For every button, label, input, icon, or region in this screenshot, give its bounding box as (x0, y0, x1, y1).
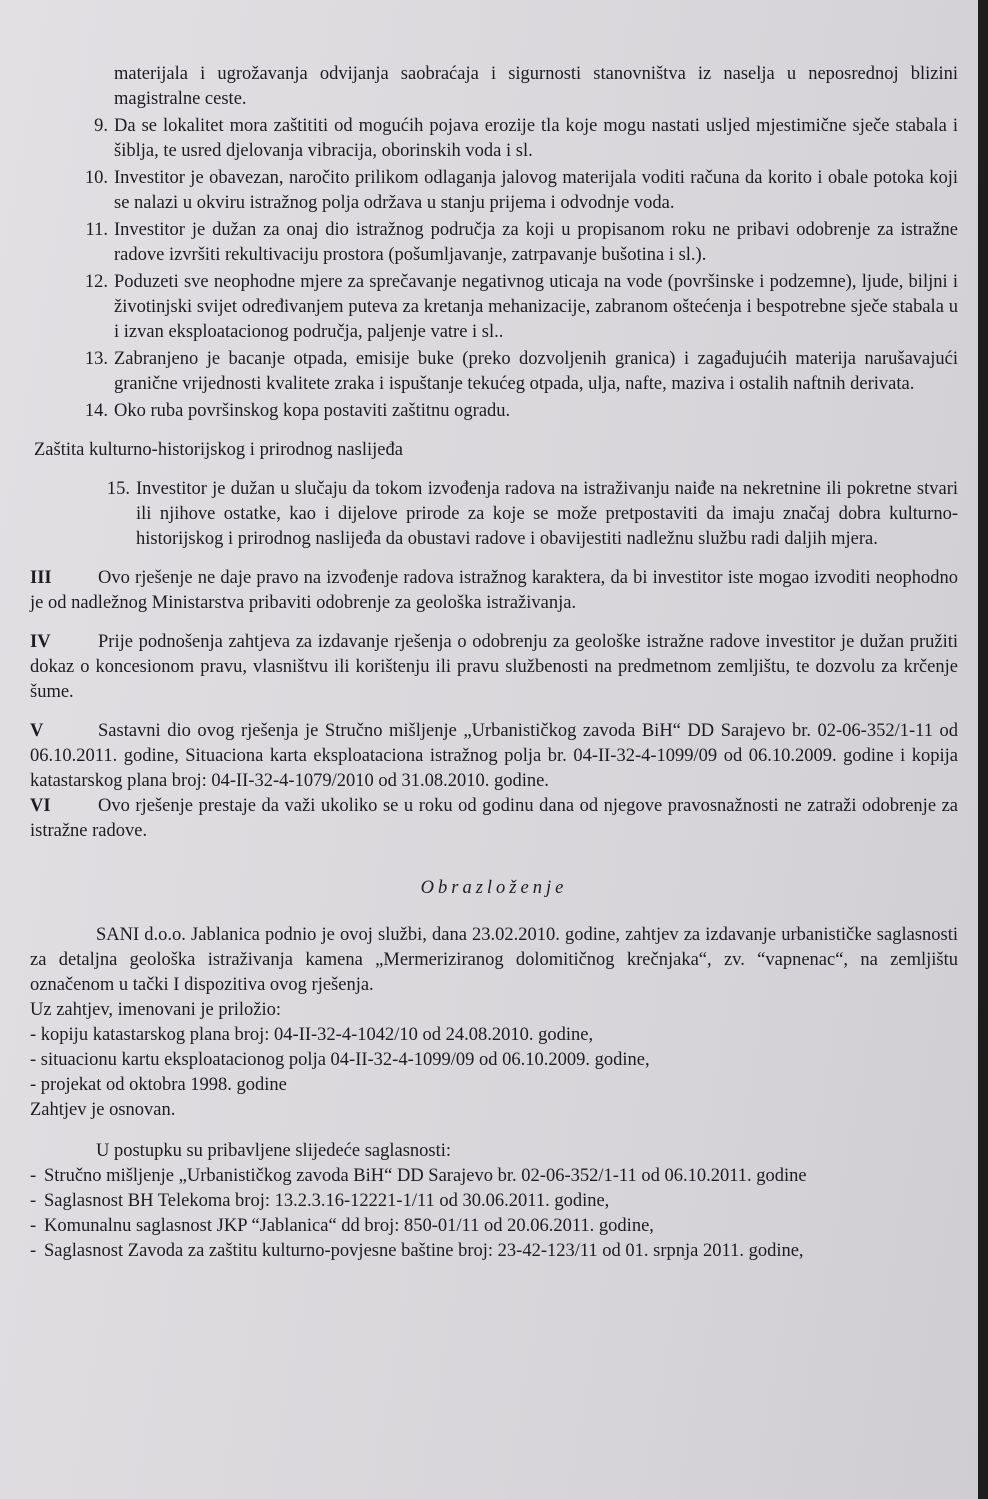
section-V (30, 719, 958, 794)
item-number: 15. (106, 479, 130, 499)
item-number: 9. (94, 116, 108, 136)
list-item-10 (30, 166, 958, 216)
item-text: Investitor je dužan za onaj dio istražnog područja za koji u propisanom roku ne pribavi odobrenje za istražne radove izvršiti rekultivaciju prostora (pošumljavanje, zatrpavanje bušotina i sl.). (114, 220, 958, 265)
section-text: Sastavni dio ovog rješenja je Stručno mišljenje „Urbanističkog zavoda BiH“ DD Sarajevo br. 02-06-352/1-11 od 06.10.2011. godine, Situaciona karta eksploataciona istražnog polja br. 04-II-32-4-1099/09 od 06.10.2009. godine i kopija katastarskog plana broj: 04-II-32-4-1079/2010 od 31.08.2010. godine. (30, 721, 958, 791)
section-number: VI (30, 796, 51, 816)
obrazlozenje-title: Obrazloženje (420, 878, 568, 898)
item-text: Da se lokalitet mora zaštititi od mogućih pojava erozije tla koje mogu nastati usljed mjestimične sječe stabala i šiblja, te usred djelovanja vibracija, oborinskih voda i sl. (114, 116, 958, 161)
consent-text: Saglasnost BH Telekoma broj: 13.2.3.16-12221-1/11 od 30.06.2011. godine, (44, 1191, 610, 1211)
dash: - (30, 1216, 37, 1236)
consent-item (30, 1164, 958, 1189)
request-paragraph: SANI d.o.o. Jablanica podnio je ovoj službi, dana 23.02.2010. godine, zahtjev za izdavanje urbanističke saglasnosti za detaljna geološka istraživanja kamena „Mermeriziranog dolomitičnog krečnjaka“, zv. “vapnenac“, na zemljištu označenom u tački I dispozitiva ovog rješenja. (30, 925, 958, 995)
consent-item (30, 1239, 958, 1264)
section-III (30, 566, 958, 616)
item-text: Investitor je dužan u slučaju da tokom izvođenja radova na istraživanju naiđe na nekretnine ili pokretne stvari ili njihove ostatke, kao i dijelove prirode za koje se može pretpostaviti da imaju značaj dobra kulturno-historijskog i prirodnog naslijeđa da obustavi radove i obavijestiti nadležnu službu radi daljih mjera. (136, 479, 958, 549)
item-number: 14. (84, 401, 108, 421)
section-IV (30, 630, 958, 705)
dash: - (30, 1166, 37, 1186)
consent-item (30, 1189, 958, 1214)
item-number: 10. (84, 168, 108, 188)
attachment-item: - situacionu kartu eksploatacionog polja 04-II-32-4-1099/09 od 06.10.2009. godine, (30, 1050, 650, 1070)
item-number: 13. (84, 349, 108, 369)
item-text: Oko ruba površinskog kopa postaviti zaštitnu ogradu. (114, 401, 511, 421)
item-text: Zabranjeno je bacanje otpada, emisije buke (preko dozvoljenih granica) i zagađujućih materija narušavajući granične vrijednosti kvalitete zraka i ispuštanje tekućeg otpada, ulja, nafte, maziva i ostalih naftnih derivata. (114, 349, 958, 394)
section-text: Ovo rješenje ne daje pravo na izvođenje radova istražnog karaktera, da bi investitor iste mogao izvoditi neophodno je od nadležnog Ministarstva pribaviti odobrenje za geološka istraživanja. (30, 568, 958, 613)
continuation-text: materijala i ugrožavanja odvijanja saobraćaja i sigurnosti stanovništva iz naselja u neposrednoj blizini magistralne ceste. (114, 64, 958, 109)
page-edge-shadow (978, 0, 988, 1499)
attachment-item: - kopiju katastarskog plana broj: 04-II-32-4-1042/10 od 24.08.2010. godine, (30, 1025, 594, 1045)
consent-item (30, 1214, 958, 1239)
list-item-9 (30, 114, 958, 164)
item-number: 12. (84, 272, 108, 292)
section-number: III (30, 568, 52, 588)
consent-text: Saglasnost Zavoda za zaštitu kulturno-povjesne baštine broj: 23-42-123/11 od 01. srpnja 2011. godine, (44, 1241, 804, 1261)
section-number: V (30, 721, 44, 741)
dash: - (30, 1241, 37, 1261)
item-text: Investitor je obavezan, naročito prilikom odlaganja jalovog materijala voditi računa da korito i obale potoka koji se nalazi u okviru istražnog polja održava u stanju prijema i odvodnje voda. (114, 168, 958, 213)
section-number: IV (30, 632, 51, 652)
list-item-14 (30, 399, 958, 424)
section-VI (30, 794, 958, 844)
section-heading-heritage: Zaštita kulturno-historijskog i prirodnog naslijeđa (34, 440, 403, 460)
request-grounded: Zahtjev je osnovan. (30, 1100, 176, 1120)
item-number: 11. (85, 220, 108, 240)
consent-text: Komunalnu saglasnost JKP “Jablanica“ dd broj: 850-01/11 od 20.06.2011. godine, (44, 1216, 654, 1236)
list-item-11 (30, 218, 958, 268)
attachment-item: - projekat od oktobra 1998. godine (30, 1075, 287, 1095)
item-text: Poduzeti sve neophodne mjere za sprečavanje negativnog uticaja na vode (površinske i podzemne), ljude, biljni i životinjski svijet određivanjem puteva za kretanja mehanizacije, zabranom oštećenja i bespotrebne sječe stabala u i izvan eksploatacionog područja, paljenje vatre i sl.. (114, 272, 958, 342)
list-item-12 (30, 270, 958, 345)
consent-text: Stručno mišljenje „Urbanističkog zavoda BiH“ DD Sarajevo br. 02-06-352/1-11 od 06.10.2011. godine (44, 1166, 807, 1186)
consents-intro: U postupku su pribavljene slijedeće saglasnosti: (96, 1141, 452, 1161)
attachments-intro: Uz zahtjev, imenovani je priložio: (30, 1000, 282, 1020)
section-text: Ovo rješenje prestaje da važi ukoliko se u roku od godinu dana od njegove pravosnažnosti ne zatraži odobrenje za istražne radove. (30, 796, 958, 841)
dash: - (30, 1191, 37, 1211)
list-item-13 (30, 347, 958, 397)
list-item-15 (30, 477, 958, 552)
section-text: Prije podnošenja zahtjeva za izdavanje rješenja o odobrenju za geološke istražne radove investitor je dužan pružiti dokaz o koncesionom pravu, vlasništvu ili korištenju ili pravu službenosti na predmetnom zemljištu, te dozvolu za krčenje šume. (30, 632, 958, 702)
